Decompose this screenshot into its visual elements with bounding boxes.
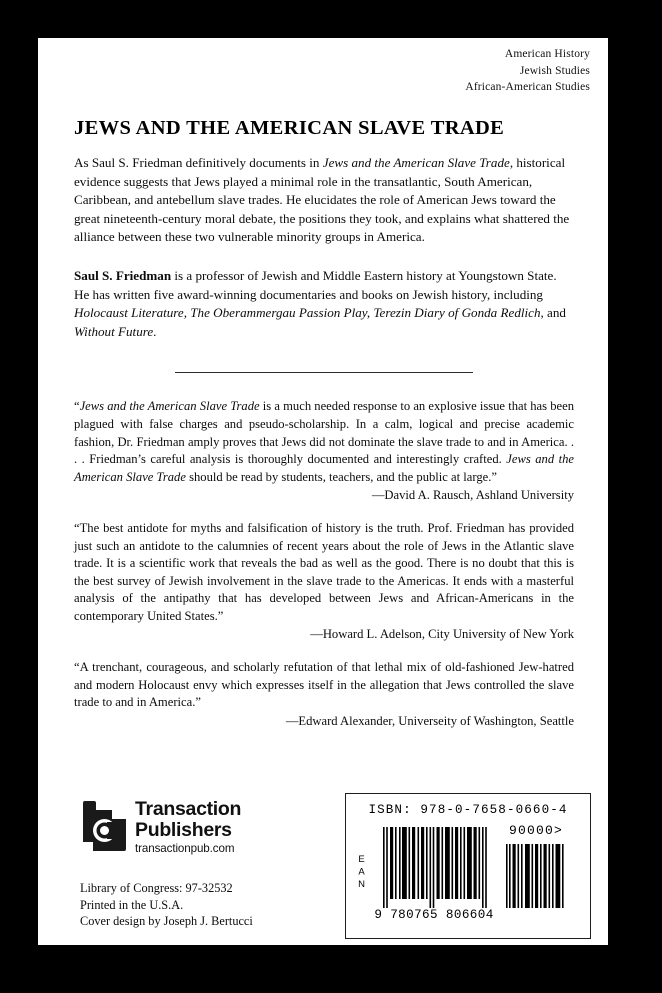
monogram-center-dot bbox=[100, 826, 109, 835]
printed-in-statement: Printed in the U.S.A. bbox=[80, 897, 184, 912]
description-italic-title: Jews and the American Slave Trade bbox=[322, 155, 510, 170]
barcode-addon-digits: 90000> bbox=[508, 823, 563, 838]
barcode-addon-bars bbox=[506, 844, 564, 908]
quote-text bbox=[74, 398, 574, 486]
ean13-barcode-bars bbox=[383, 827, 487, 908]
publisher-name-line-1: Transaction bbox=[135, 798, 242, 820]
quote-body-2: should be read by students, teachers, and the public at large.” bbox=[185, 469, 497, 484]
review-quote bbox=[74, 505, 574, 644]
cover-design-credit: Cover design by Joseph J. Bertucci bbox=[80, 914, 253, 929]
quote-body-1: “The best antidote for myths and falsification of history is the truth. Prof. Friedman has provided just such an antidote to the calumnies of recent years about the role of Jews in the Atlantic slave trade. It is a scientific work that reveals the bad as well as the good. There is no doubt that this is the best survey of Jewish involvement in the slave trade to the Americas. It ends with a masterful analysis of the antipathy that has developed between Jews and African-Americans in the contemporary United States.” bbox=[74, 520, 574, 623]
category-jewish-studies: Jewish Studies bbox=[519, 64, 590, 77]
author-bio-text-1: is a professor of Jewish and Middle Eastern history at Youngstown State. He has written five award-winning documentaries and books on Jewish history, including bbox=[74, 267, 557, 302]
section-divider-wrap bbox=[74, 341, 574, 381]
publisher-name-line-2: Publishers bbox=[135, 818, 232, 841]
book-description bbox=[74, 140, 574, 247]
library-of-congress-number: Library of Congress: 97-32532 bbox=[80, 881, 233, 895]
quote-body-1: is a much needed response to an explosive issue that has been plagued with false charges and pseudo-scholarship. In a calm, logical and precise academic fashion, Dr. Friedman amply proves that Jews did not dominate the slave trade to and in America. . . . Friedman’s careful analysis is thoroughly documented and interestingly crafted. bbox=[74, 399, 574, 467]
review-quote bbox=[74, 398, 574, 505]
barcode-digits: 9 780765 806604 bbox=[374, 908, 494, 922]
quote-text bbox=[74, 659, 574, 712]
quote-text bbox=[74, 520, 574, 626]
quote-body-1: “A trenchant, courageous, and scholarly refutation of that lethal mix of old-fashioned Jew-hatred and modern Holocaust envy which expresses itself in the allegation that Jews controlled the slave trade to and in America.” bbox=[74, 660, 574, 710]
category-american-history: American History bbox=[504, 48, 590, 60]
quote-italic-title-1: Jews and the American Slave Trade bbox=[79, 399, 260, 414]
quote-attribution: —David A. Rausch, Ashland University bbox=[371, 488, 574, 503]
book-title: JEWS AND THE AMERICAN SLAVE TRADE bbox=[74, 117, 505, 139]
quote-italic-title-2: Jews and the American Slave Trade bbox=[74, 452, 574, 484]
description-part-1: As Saul S. Friedman definitively documents in bbox=[74, 155, 323, 170]
cover-footer bbox=[38, 783, 608, 945]
author-bio-italic-title-2: Without Future bbox=[74, 323, 154, 339]
isbn-barcode-box bbox=[345, 793, 591, 939]
horizontal-divider bbox=[175, 372, 473, 374]
author-bio-text-2: and bbox=[543, 305, 566, 321]
author-bio-italic-titles: Holocaust Literature, The Oberammergau Passion Play, Terezin Diary of Gonda Redlich, bbox=[74, 305, 544, 321]
ean-label: EAN bbox=[356, 854, 367, 892]
isbn-text: ISBN: 978-0-7658-0660-4 bbox=[368, 803, 568, 817]
legal-info bbox=[80, 880, 253, 930]
quote-open-mark: “ bbox=[74, 399, 80, 414]
cover-content bbox=[74, 38, 574, 730]
review-quote bbox=[74, 644, 574, 730]
quote-attribution: —Edward Alexander, Universeity of Washington, Seattle bbox=[285, 713, 574, 728]
monogram-notch-top bbox=[112, 810, 126, 819]
transaction-tc-monogram-icon bbox=[80, 801, 126, 851]
review-quotes bbox=[74, 381, 574, 730]
publisher-wordmark bbox=[135, 798, 241, 856]
author-bio-text-3: . bbox=[153, 323, 157, 339]
author-biography bbox=[74, 247, 574, 341]
description-part-2: , historical evidence suggests that Jews played a minimal role in the transatlantic, South American, Caribbean, and antebellum slave trades. He elucidates the role of American Jews toward the great nineteenth-century moral debate, the positions they took, and explains what shattered the alliance between these two vulnerable minority groups in America. bbox=[74, 155, 570, 245]
cover-page-panel bbox=[38, 38, 608, 945]
author-name: Saul S. Friedman bbox=[74, 267, 172, 283]
category-african-american-studies: African-American Studies bbox=[465, 81, 590, 93]
publisher-logo-group bbox=[80, 798, 241, 856]
monogram-notch-bottom bbox=[83, 842, 93, 851]
publisher-website: transactionpub.com bbox=[135, 842, 235, 855]
quote-attribution: —Howard L. Adelson, City University of New York bbox=[310, 627, 574, 642]
